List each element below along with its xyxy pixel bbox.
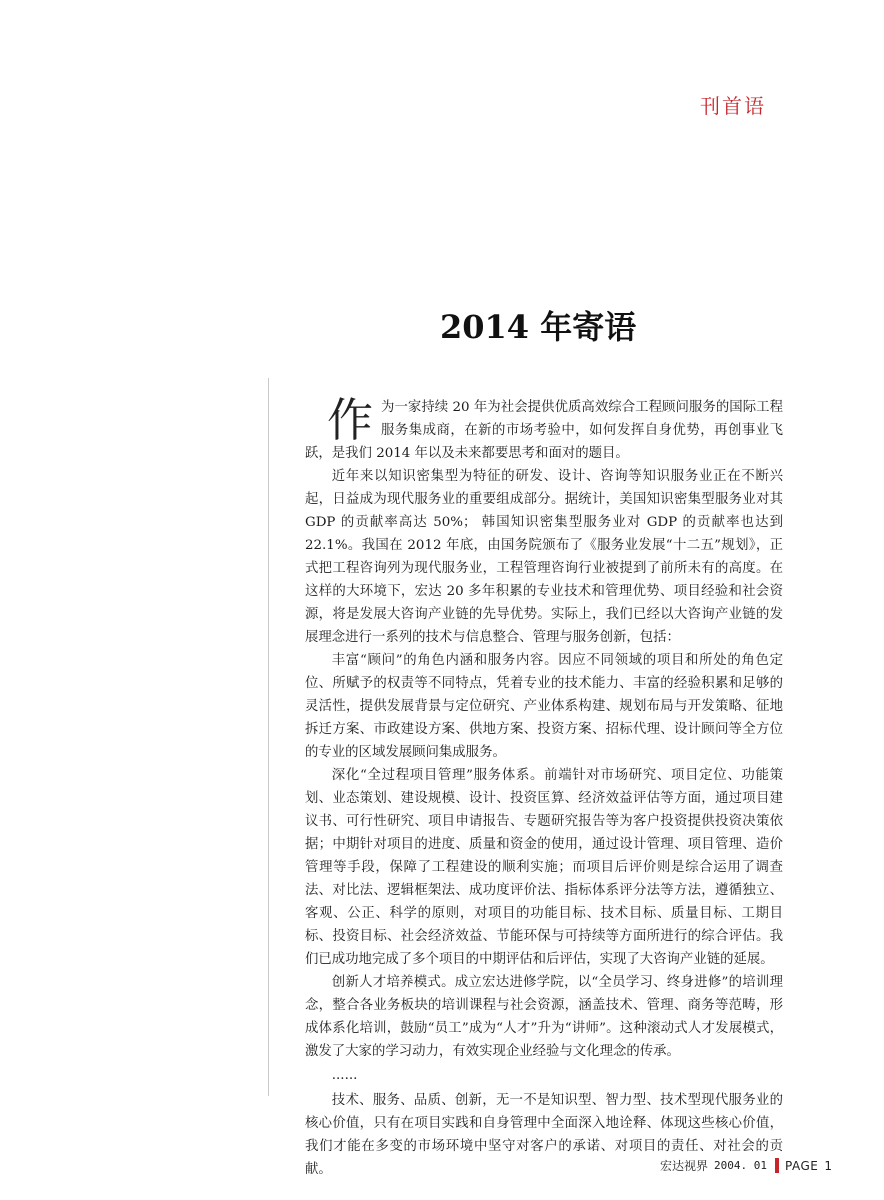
first-paragraph <box>305 393 783 465</box>
paragraph: 近年来以知识密集型为特征的研发、设计、咨询等知识服务业正在不断兴起，日益成为现代服务业的重要组成部分。据统计，美国知识密集型服务业对其 GDP 的贡献率高达 50%； 韩国知识密集型服务业对 GDP 的贡献率也达到 22.1%。我国在 2012 年底，由国务院颁布了《服务业发展“十二五”规划》，正式把工程咨询列为现代服务业，工程管理咨询行业被提到了前所未有的高度。在这样的大环境下，宏达 20 多年积累的专业技术和管理优势、项目经验和社会资源，将是发展大咨询产业链的先导优势。实际上，我们已经以大咨询产业链的发展理念进行一系列的技术与信息整合、管理与服务创新，包括： <box>305 469 783 645</box>
drop-cap: 作 <box>327 393 373 447</box>
issue-number: 2004. 01 <box>714 1159 767 1172</box>
page-footer <box>660 1157 832 1174</box>
paragraph: 创新人才培养模式。成立宏达进修学院，以“全员学习、终身进修”的培训理念，整合各业务板块的培训课程与社会资源，涵盖技术、管理、商务等范畴，形成体系化培训，鼓励“员工”成为“人才”升为“讲师”。这种滚动式人才发展模式，激发了大家的学习动力，有效实现企业经验与文化理念的传承。 <box>305 975 783 1059</box>
ellipsis: ...... <box>331 1068 358 1083</box>
article-title: 2014 年寄语 <box>440 308 637 346</box>
page-number: 1 <box>824 1158 832 1173</box>
first-paragraph-text: 为一家持续 20 年为社会提供优质高效综合工程顾问服务的国际工程服务集成商，在新的市场考验中，如何发挥自身优势，再创事业飞跃，是我们 2014 年以及未来都要思考和面对的题目。 <box>305 400 783 461</box>
closing-paragraph: 技术、服务、品质、创新，无一不是知识型、智力型、技术型现代服务业的核心价值，只有在项目实践和自身管理中全面深入地诠释、体现这些核心价值，我们才能在多变的市场环境中坚守对客户的承诺、对项目的责任、对社会的贡献。 <box>305 1093 783 1177</box>
paragraph: 丰富“顾问”的角色内涵和服务内容。因应不同领域的项目和所处的角色定位、所赋予的权责等不同特点，凭着专业的技术能力、丰富的经验积累和足够的灵活性，提供发展背景与定位研究、产业体系构建、规划布局与开发策略、征地拆迁方案、市政建设方案、供地方案、投资方案、招标代理、设计顾问等全方位的专业的区域发展顾问集成服务。 <box>305 653 783 760</box>
article-body <box>305 393 783 1181</box>
section-label: 刊首语 <box>700 94 766 118</box>
paragraph: 深化“全过程项目管理”服务体系。前端针对市场研究、项目定位、功能策划、业态策划、建设规模、设计、投资匡算、经济效益评估等方面，通过项目建议书、可行性研究、项目申请报告、专题研究报告等为客户投资提供投资决策依据；中期针对项目的进度、质量和资金的使用，通过设计管理、项目管理、造价管理等手段，保障了工程建设的顺利实施；而项目后评价则是综合运用了调查法、对比法、逻辑框架法、成功度评价法、指标体系评分法等方法，遵循独立、客观、公正、科学的原则，对项目的功能目标、技术目标、质量目标、工期目标、投资目标、社会经济效益、节能环保与可持续等方面所进行的综合评估。我们已成功地完成了多个项目的中期评估和后评估，实现了大咨询产业链的延展。 <box>305 768 783 967</box>
page-label: PAGE <box>785 1158 819 1173</box>
accent-bar <box>775 1158 779 1173</box>
margin-rule <box>268 378 269 1096</box>
magazine-name: 宏达视界 <box>660 1159 709 1173</box>
